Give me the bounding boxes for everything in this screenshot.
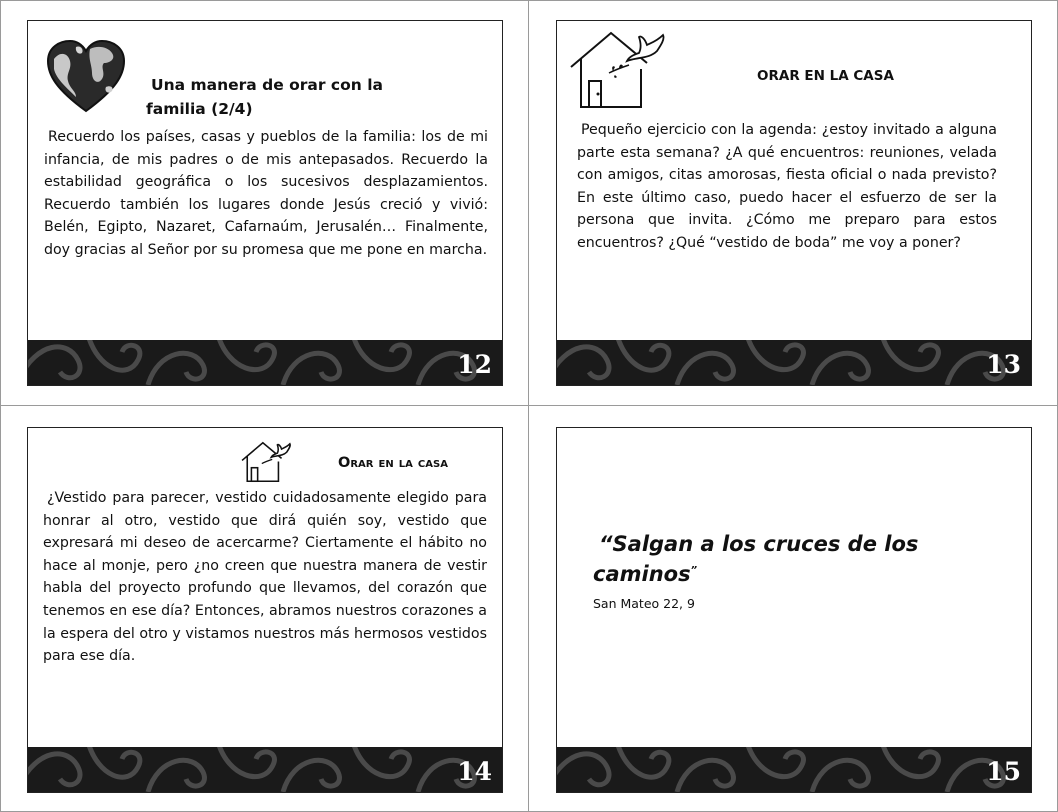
page-number: 14 bbox=[457, 757, 492, 786]
card-14 bbox=[27, 427, 503, 793]
card-body-text: Pequeño ejercicio con la agenda: ¿estoy invitado a alguna parte esta semana? ¿A qué encuentros: reuniones, velada con amigos, citas amorosas, fiesta oficial o nada previsto? En este último caso, puedo hacer el esfuerzo de ser la persona que invita. ¿Cómo me preparo para estos encuentros? ¿Qué “vestido de boda” me voy a poner? bbox=[577, 122, 997, 251]
card-title-line1: Una manera de orar con la bbox=[151, 76, 383, 94]
decorative-band bbox=[28, 747, 502, 792]
quote-reference: San Mateo 22, 9 bbox=[593, 596, 695, 611]
card-title-line2: familia (2/4) bbox=[146, 100, 253, 118]
card-12 bbox=[27, 20, 503, 386]
page-number: 13 bbox=[986, 350, 1021, 379]
quote-line1: “Salgan a los cruces de los bbox=[599, 532, 919, 556]
card-15 bbox=[556, 427, 1032, 793]
quote-line2-text: caminos bbox=[593, 562, 691, 586]
card-13 bbox=[556, 20, 1032, 386]
house-dove-icon bbox=[241, 441, 293, 483]
page-number: 15 bbox=[986, 757, 1021, 786]
card-body-text: ¿Vestido para parecer, vestido cuidadosamente elegido para honrar al otro, vestido que dirá quién soy, vestido que expresará mi deseo de acercarme? Ciertamente el hábito no hace al monje, pero ¿no creen que nuestra manera de vestir habla del proyecto profundo que llevamos, del corazón que tenemos en ese día? Entonces, abramos nuestros corazones a la espera del otro y vistamos nuestros más hermosos vestidos para ese día. bbox=[43, 490, 487, 665]
card-body-text: Recuerdo los países, casas y pueblos de la familia: los de mi infancia, de mis padres o de mis antepasados. Recuerdo la estabilidad geográfica o los sucesivos desplazamientos. Recuerdo también los lugares donde Jesús creció y vivió: Belén, Egipto, Nazaret, Cafarnaúm, Jerusalén… Finalmente, doy gracias al Señor por su promesa que me pone en marcha. bbox=[44, 129, 488, 258]
decorative-band bbox=[557, 340, 1031, 385]
house-dove-icon bbox=[569, 31, 669, 109]
decorative-band bbox=[557, 747, 1031, 792]
page-number: 12 bbox=[457, 350, 492, 379]
heart-globe-icon bbox=[46, 39, 126, 115]
quote-close-mark: ” bbox=[690, 565, 698, 576]
horizontal-divider bbox=[0, 405, 1058, 406]
card-title: ORAR EN LA CASA bbox=[757, 68, 894, 84]
decorative-band bbox=[28, 340, 502, 385]
vertical-divider bbox=[528, 0, 529, 812]
card-title: Orar en la casa bbox=[338, 455, 448, 471]
quote-line2 bbox=[593, 562, 697, 586]
